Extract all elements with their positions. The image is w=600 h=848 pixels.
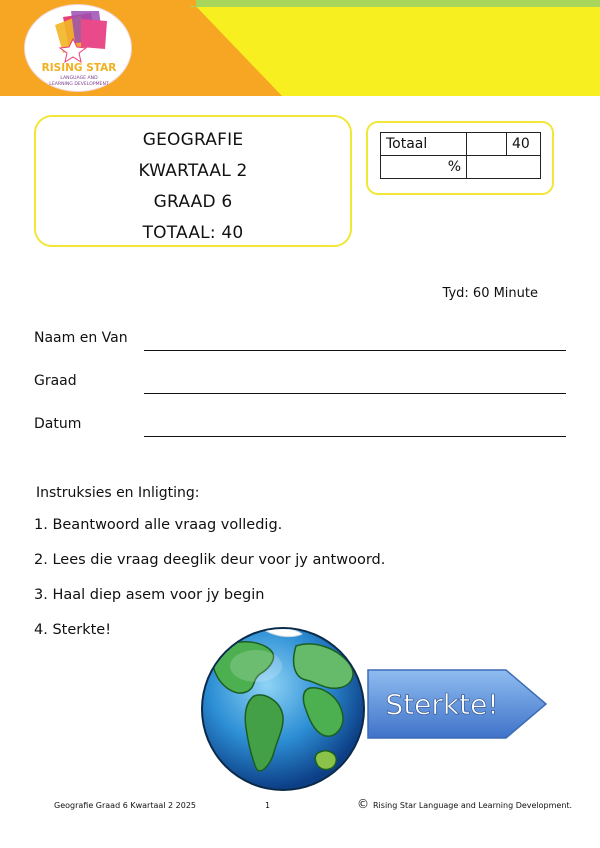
term-title: KWARTAAL 2 [138,161,248,181]
name-field[interactable] [34,330,566,354]
date-label: Datum [34,416,82,432]
grade-field[interactable] [34,373,566,397]
footer-copyright: Rising Star Language and Learning Development. [373,801,573,810]
grade-title: GRAAD 6 [153,192,233,212]
footer-title: Geografie Graad 6 Kwartaal 2 2025 [54,801,197,810]
instruction-item: 1. Beantwoord alle vraag volledig. [34,517,283,533]
logo-text-sub2: LEARNING DEVELOPMENT [49,82,109,87]
sterkte-banner [366,664,548,744]
globe-illustration [198,626,368,792]
instructions-heading: Instruksies en Inligting: [36,485,200,501]
logo-graphic [25,5,133,93]
header-band [0,0,600,96]
score-table [380,132,541,179]
score-card [366,121,554,195]
logo [24,4,132,92]
subject-title: GEOGRAFIE [142,130,244,150]
time-allowed: Tyd: 60 Minute [442,286,538,301]
page-number: 1 [265,801,271,810]
instruction-item: 2. Lees die vraag deeglik deur voor jy antwoord. [34,552,386,568]
instruction-item: 3. Haal diep asem voor jy begin [34,587,265,603]
score-row-percent [381,156,541,179]
banner-text: Sterkte! [385,688,499,721]
total-title: TOTAAL: 40 [142,223,244,243]
score-row-total [381,133,541,156]
percent-label: % [381,156,467,179]
name-line[interactable] [144,350,566,351]
total-label: Totaal [381,133,467,156]
grade-line[interactable] [144,393,566,394]
logo-text-main: RISING STAR [41,62,117,74]
date-line[interactable] [144,436,566,437]
instruction-item: 4. Sterkte! [34,622,112,638]
date-field[interactable] [34,416,566,440]
percent-value [467,156,541,179]
grade-label: Graad [34,373,77,389]
title-card [34,115,352,247]
copyright-icon: © [357,797,369,811]
name-label: Naam en Van [34,330,128,346]
total-blank [467,133,507,156]
total-value: 40 [507,133,541,156]
logo-text-sub1: LANGUAGE AND [60,76,98,81]
